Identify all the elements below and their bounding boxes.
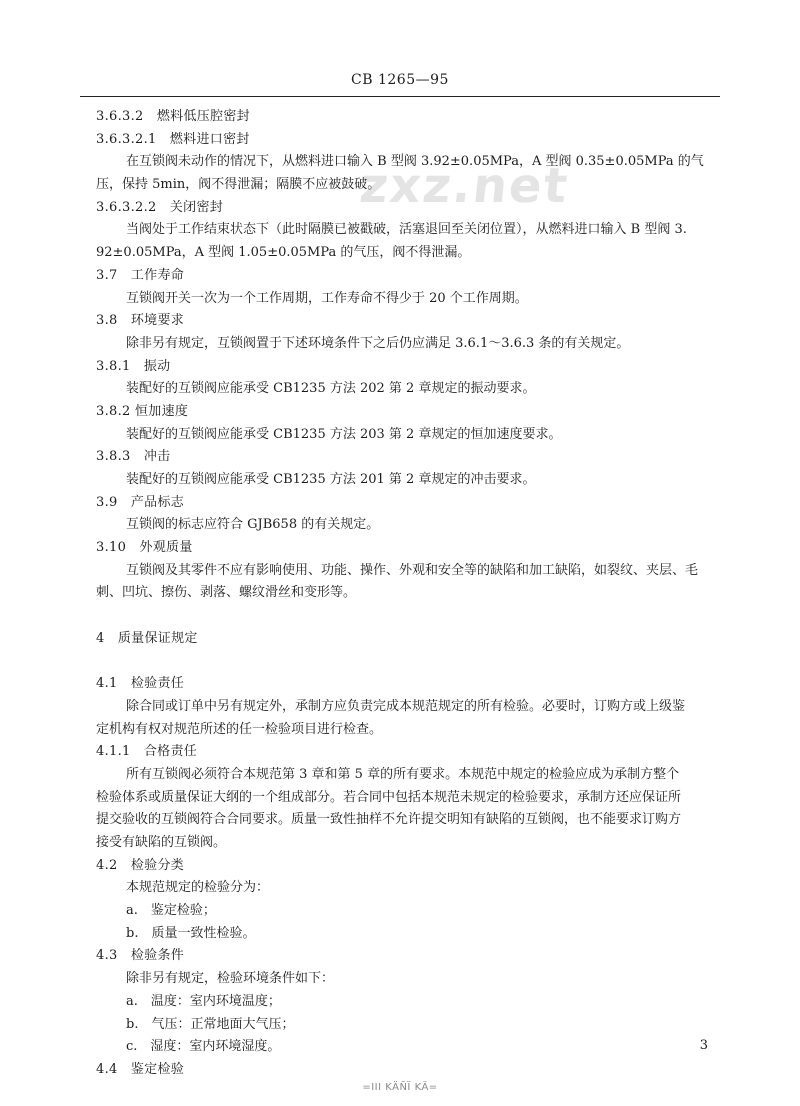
clause-heading: 3.6.3.2.2 关闭密封: [96, 199, 224, 215]
list-item: b. 质量一致性检验。: [126, 925, 256, 941]
footer-mark: =ΙΙΙ KÄÑÏ KÄ=: [362, 1082, 438, 1093]
paragraph-line: 互锁阀开关一次为一个工作周期，工作寿命不得少于 20 个工作周期。: [126, 290, 528, 306]
paragraph-line: 除非另有规定，检验环境条件如下：: [126, 971, 335, 987]
clause-heading: 4.4 鉴定检验: [96, 1061, 185, 1077]
paragraph-line: 所有互锁阀必须符合本规范第 3 章和第 5 章的所有要求。本规范中规定的检验应成为承制方整个: [126, 766, 680, 782]
clause-heading: 3.10 外观质量: [96, 540, 193, 556]
paragraph-line: 本规范规定的检验分为：: [126, 880, 270, 896]
paragraph-line: 互锁阀及其零件不应有影响使用、功能、操作、外观和安全等的缺陷和加工缺陷，如裂纹、夹层、毛: [126, 562, 699, 578]
paragraph-line: 压，保持 5min，阀不得泄漏；隔膜不应被鼓破。: [96, 177, 381, 193]
paragraph-line: 当阀处于工作结束状态下（此时隔膜已被戳破，活塞退回至关闭位置），从燃料进口输入 B 型阀 3.: [126, 222, 687, 238]
paragraph-line: 提交验收的互锁阀符合合同要求。质量一致性抽样不允许提交明知有缺陷的互锁阀，也不能要求订购方: [96, 812, 682, 828]
paragraph-line: 互锁阀的标志应符合 GJB658 的有关规定。: [126, 517, 380, 533]
clause-heading: 3.6.3.2.1 燃料进口密封: [96, 131, 250, 147]
clause-heading: 3.8.1 振动: [96, 358, 171, 374]
document-body: [96, 106, 720, 1082]
paragraph-line: 装配好的互锁阀应能承受 CB1235 方法 203 第 2 章规定的恒加速度要求。: [126, 426, 562, 442]
chapter-heading: 4 质量保证规定: [96, 630, 198, 646]
blank-line: [96, 605, 720, 628]
watermark-logo: zxz.net: [357, 158, 572, 214]
clause-heading: 4.3 检验条件: [96, 948, 185, 964]
paragraph-line: 检验体系或质量保证大纲的一个组成部分。若合同中包括本规范未规定的检验要求，承制方还应保证所: [96, 789, 682, 805]
clause-heading: 3.8.2 恒加速度: [96, 403, 189, 419]
clause-heading: 3.8 环境要求: [96, 313, 185, 329]
paragraph-line: 接受有缺陷的互锁阀。: [96, 835, 227, 850]
header-rule: [80, 96, 720, 97]
clause-heading: 4.2 检验分类: [96, 857, 185, 873]
blank-line: [96, 651, 720, 674]
paragraph-line: 除合同或订单中另有规定外，承制方应负责完成本规范规定的所有检验。必要时，订购方或上级鉴: [126, 698, 686, 714]
document-code: CB 1265—95: [351, 72, 449, 88]
list-item: a. 温度：室内环境温度；: [126, 993, 281, 1009]
paragraph-line: 在互锁阀未动作的情况下，从燃料进口输入 B 型阀 3.92±0.05MPa，A 型阀 0.35±0.05MPa 的气: [126, 154, 704, 170]
clause-heading: 3.7 工作寿命: [96, 267, 185, 283]
clause-heading: 4.1 检验责任: [96, 676, 185, 692]
clause-heading: 3.9 产品标志: [96, 494, 185, 510]
clause-heading: 4.1.1 合格责任: [96, 744, 198, 760]
page-number: 3: [699, 1038, 708, 1053]
clause-heading: 3.6.3.2 燃料低压腔密封: [96, 109, 250, 124]
list-item: a. 鉴定检验；: [126, 903, 216, 919]
list-item: c. 湿度：室内环境湿度。: [126, 1039, 281, 1055]
paragraph-line: 刺、凹坑、擦伤、剥落、螺纹滑丝和变形等。: [96, 585, 357, 601]
paragraph-line: 定机构有权对规范所述的任一检验项目进行检查。: [96, 721, 383, 737]
paragraph-line: 92±0.05MPa，A 型阀 1.05±0.05MPa 的气压，阀不得泄漏。: [96, 245, 471, 261]
list-item: b. 气压：正常地面大气压；: [126, 1016, 295, 1032]
paragraph-line: 除非另有规定，互锁阀置于下述环境条件下之后仍应满足 3.6.1～3.6.3 条的有关规定。: [126, 335, 630, 351]
paragraph-line: 装配好的互锁阀应能承受 CB1235 方法 202 第 2 章规定的振动要求。: [126, 381, 536, 397]
clause-heading: 3.8.3 冲击: [96, 449, 171, 465]
paragraph-line: 装配好的互锁阀应能承受 CB1235 方法 201 第 2 章规定的冲击要求。: [126, 472, 536, 487]
